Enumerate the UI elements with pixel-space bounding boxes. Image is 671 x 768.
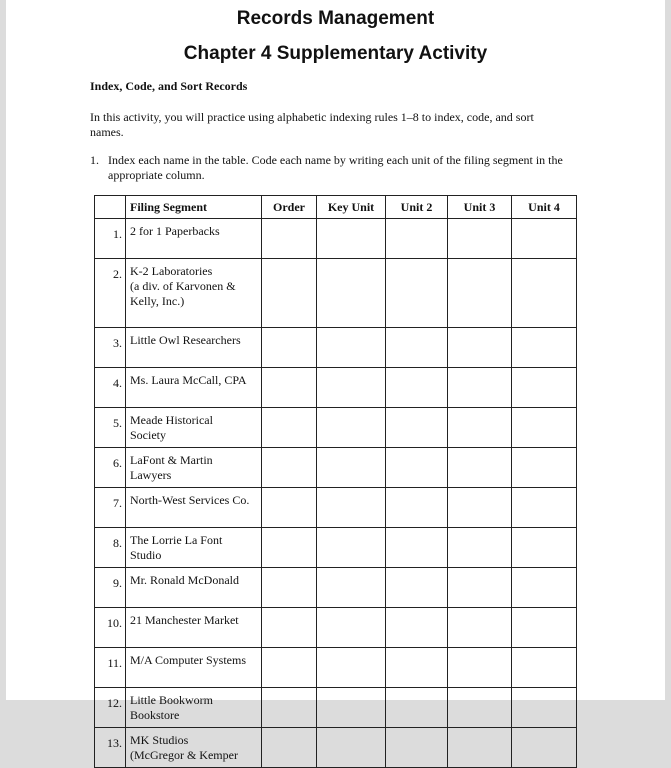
- key-unit-cell[interactable]: [317, 688, 386, 728]
- order-cell[interactable]: [262, 608, 317, 648]
- unit-2-cell[interactable]: [386, 368, 448, 408]
- filing-segment-line: 2 for 1 Paperbacks: [130, 224, 220, 238]
- unit-2-cell[interactable]: [386, 528, 448, 568]
- row-number: 13.: [95, 728, 126, 768]
- unit-4-cell[interactable]: [512, 728, 577, 768]
- key-unit-cell[interactable]: [317, 648, 386, 688]
- row-number: 8.: [95, 528, 126, 568]
- unit-4-cell[interactable]: [512, 488, 577, 528]
- filing-segment-cell: [126, 528, 262, 568]
- filing-table: [94, 195, 577, 768]
- unit-4-cell[interactable]: [512, 688, 577, 728]
- unit-4-cell[interactable]: [512, 648, 577, 688]
- filing-segment-line: Little Bookworm: [130, 693, 213, 707]
- filing-segment-cell: [126, 408, 262, 448]
- row-number: 4.: [95, 368, 126, 408]
- table-row: [95, 408, 577, 448]
- row-number: 7.: [95, 488, 126, 528]
- filing-segment-line: (a div. of Karvonen &: [130, 279, 236, 293]
- filing-segment-cell: [126, 368, 262, 408]
- table-row: [95, 488, 577, 528]
- filing-segment-line: Kelly, Inc.): [130, 294, 185, 308]
- key-unit-cell[interactable]: [317, 408, 386, 448]
- table-row: [95, 219, 577, 259]
- unit-3-cell[interactable]: [448, 328, 512, 368]
- order-cell[interactable]: [262, 448, 317, 488]
- header-order: Order: [262, 196, 317, 219]
- unit-3-cell[interactable]: [448, 219, 512, 259]
- filing-segment-line: 21 Manchester Market: [130, 613, 239, 627]
- unit-2-cell[interactable]: [386, 568, 448, 608]
- filing-segment-line: Ms. Laura McCall, CPA: [130, 373, 247, 387]
- order-cell[interactable]: [262, 219, 317, 259]
- table-row: [95, 728, 577, 768]
- unit-2-cell[interactable]: [386, 728, 448, 768]
- header-unit-2: Unit 2: [386, 196, 448, 219]
- unit-3-cell[interactable]: [448, 448, 512, 488]
- row-number: 12.: [95, 688, 126, 728]
- unit-2-cell[interactable]: [386, 688, 448, 728]
- table-row: [95, 528, 577, 568]
- header-number-cell: [95, 196, 126, 219]
- instruction-text: Index each name in the table. Code each name by writing each unit of the filing segment in the appropriate column.: [108, 153, 563, 182]
- row-number: 5.: [95, 408, 126, 448]
- order-cell[interactable]: [262, 648, 317, 688]
- row-number: 10.: [95, 608, 126, 648]
- order-cell[interactable]: [262, 328, 317, 368]
- filing-segment-line: K-2 Laboratories: [130, 264, 213, 278]
- row-number: 2.: [95, 259, 126, 328]
- table-row: [95, 688, 577, 728]
- table-row: [95, 608, 577, 648]
- key-unit-cell[interactable]: [317, 608, 386, 648]
- row-number: 1.: [95, 219, 126, 259]
- unit-4-cell[interactable]: [512, 448, 577, 488]
- document-page: [6, 0, 665, 762]
- order-cell[interactable]: [262, 688, 317, 728]
- filing-segment-cell: [126, 608, 262, 648]
- unit-3-cell[interactable]: [448, 528, 512, 568]
- table-row: [95, 259, 577, 328]
- header-unit-4: Unit 4: [512, 196, 577, 219]
- unit-3-cell[interactable]: [448, 608, 512, 648]
- filing-segment-cell: [126, 648, 262, 688]
- filing-segment-cell: [126, 688, 262, 728]
- unit-2-cell[interactable]: [386, 219, 448, 259]
- order-cell[interactable]: [262, 568, 317, 608]
- key-unit-cell[interactable]: [317, 728, 386, 768]
- row-number: 11.: [95, 648, 126, 688]
- filing-segment-cell: [126, 448, 262, 488]
- filing-segment-line: MK Studios: [130, 733, 189, 747]
- header-filing-segment: Filing Segment: [126, 196, 262, 219]
- key-unit-cell[interactable]: [317, 528, 386, 568]
- table-row: [95, 568, 577, 608]
- filing-segment-line: Studio: [130, 548, 162, 562]
- filing-segment-line: Society: [130, 428, 166, 442]
- filing-segment-line: (McGregor & Kemper: [130, 748, 238, 762]
- key-unit-cell[interactable]: [317, 368, 386, 408]
- filing-segment-line: Mr. Ronald McDonald: [130, 573, 239, 587]
- unit-2-cell[interactable]: [386, 328, 448, 368]
- unit-4-cell[interactable]: [512, 408, 577, 448]
- order-cell[interactable]: [262, 728, 317, 768]
- unit-3-cell[interactable]: [448, 488, 512, 528]
- unit-3-cell[interactable]: [448, 728, 512, 768]
- unit-3-cell[interactable]: [448, 688, 512, 728]
- filing-segment-cell: [126, 259, 262, 328]
- section-heading: Index, Code, and Sort Records: [90, 79, 248, 93]
- unit-3-cell[interactable]: [448, 408, 512, 448]
- filing-segment-line: LaFont & Martin: [130, 453, 213, 467]
- order-cell[interactable]: [262, 368, 317, 408]
- document-title: Records Management: [236, 8, 435, 29]
- key-unit-cell[interactable]: [317, 219, 386, 259]
- unit-2-cell[interactable]: [386, 488, 448, 528]
- unit-2-cell[interactable]: [386, 408, 448, 448]
- instruction-number: 1.: [90, 153, 99, 167]
- key-unit-cell[interactable]: [317, 488, 386, 528]
- table-row: [95, 448, 577, 488]
- intro-paragraph: In this activity, you will practice using alphabetic indexing rules 1–8 to index, code, and sort names.: [90, 110, 534, 139]
- filing-segment-line: North-West Services Co.: [130, 493, 250, 507]
- filing-segment-line: Meade Historical: [130, 413, 213, 427]
- order-cell[interactable]: [262, 259, 317, 328]
- filing-segment-cell: [126, 568, 262, 608]
- key-unit-cell[interactable]: [317, 259, 386, 328]
- unit-4-cell[interactable]: [512, 608, 577, 648]
- unit-2-cell[interactable]: [386, 448, 448, 488]
- filing-segment-line: Bookstore: [130, 708, 180, 722]
- filing-segment-line: Lawyers: [130, 468, 172, 482]
- unit-4-cell[interactable]: [512, 528, 577, 568]
- unit-3-cell[interactable]: [448, 368, 512, 408]
- filing-segment-cell: [126, 728, 262, 768]
- order-cell[interactable]: [262, 488, 317, 528]
- row-number: 6.: [95, 448, 126, 488]
- key-unit-cell[interactable]: [317, 568, 386, 608]
- unit-3-cell[interactable]: [448, 568, 512, 608]
- filing-segment-cell: [126, 488, 262, 528]
- table-row: [95, 648, 577, 688]
- filing-segment-cell: [126, 328, 262, 368]
- row-number: 9.: [95, 568, 126, 608]
- instruction-item: [90, 153, 580, 183]
- filing-segment-line: Little Owl Researchers: [130, 333, 241, 347]
- row-number: 3.: [95, 328, 126, 368]
- table-header-row: [95, 196, 577, 219]
- unit-4-cell[interactable]: [512, 368, 577, 408]
- header-unit-3: Unit 3: [448, 196, 512, 219]
- order-cell[interactable]: [262, 528, 317, 568]
- unit-4-cell[interactable]: [512, 328, 577, 368]
- filing-segment-cell: [126, 219, 262, 259]
- unit-2-cell[interactable]: [386, 648, 448, 688]
- key-unit-cell[interactable]: [317, 448, 386, 488]
- document-subtitle: Chapter 4 Supplementary Activity: [183, 43, 488, 64]
- filing-segment-line: M/A Computer Systems: [130, 653, 247, 667]
- order-cell[interactable]: [262, 408, 317, 448]
- filing-segment-line: The Lorrie La Font: [130, 533, 223, 547]
- unit-2-cell[interactable]: [386, 608, 448, 648]
- unit-4-cell[interactable]: [512, 259, 577, 328]
- unit-4-cell[interactable]: [512, 568, 577, 608]
- table-row: [95, 368, 577, 408]
- key-unit-cell[interactable]: [317, 328, 386, 368]
- table-row: [95, 328, 577, 368]
- header-key-unit: Key Unit: [317, 196, 386, 219]
- unit-4-cell[interactable]: [512, 219, 577, 259]
- unit-3-cell[interactable]: [448, 259, 512, 328]
- unit-3-cell[interactable]: [448, 648, 512, 688]
- unit-2-cell[interactable]: [386, 259, 448, 328]
